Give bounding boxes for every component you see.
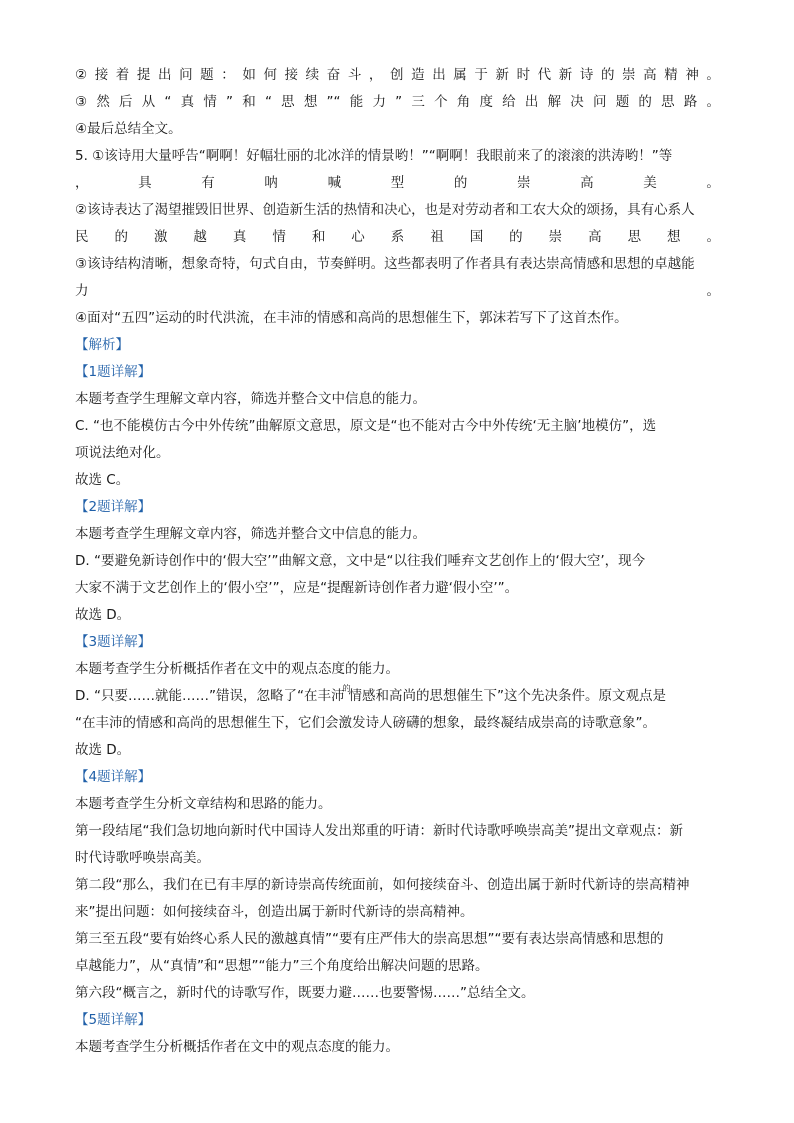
q5-answer-line bbox=[75, 278, 720, 305]
justified-char: 题 bbox=[615, 94, 630, 110]
justified-char: 题 bbox=[200, 67, 214, 83]
justified-char: 属 bbox=[453, 67, 467, 83]
justified-char: 创 bbox=[390, 67, 404, 83]
justified-char: 激 bbox=[153, 229, 168, 245]
analysis-text: D. “只要……就能……”错误，忽略了“在丰沛 bbox=[75, 688, 345, 704]
document-content bbox=[75, 62, 720, 1061]
justified-char: 。 bbox=[706, 229, 720, 245]
justified-char: 从 bbox=[141, 94, 156, 110]
q5-answer-line: ④面对“五四”运动的时代洪流，在丰沛的情感和高尚的思想催生下，郭沫若写下了这首杰作。 bbox=[75, 310, 628, 326]
justified-char: 崇 bbox=[548, 229, 563, 245]
justified-char: 思 bbox=[281, 94, 295, 110]
justified-char: 角 bbox=[456, 94, 471, 110]
justified-char: 思 bbox=[627, 229, 642, 245]
analysis-line: 时代诗歌呼唤崇高美。 bbox=[75, 850, 210, 866]
justified-char: 个 bbox=[434, 94, 448, 110]
q2-heading: 【2题详解】 bbox=[75, 499, 152, 515]
justified-char: 能 bbox=[349, 94, 364, 110]
justified-char: 三 bbox=[411, 94, 425, 110]
analysis-line: 卓越能力”，从“真情”和“思想”“能力”三个角度给出解决问题的思路。 bbox=[75, 958, 489, 974]
justified-char: 高 bbox=[643, 67, 657, 83]
justified-char: 越 bbox=[193, 229, 207, 245]
q5-answer-line: ②该诗表达了渴望摧毁旧世界、创造新生活的热情和决心，也是对劳动者和工农大众的颂扬，具有心系人 bbox=[75, 202, 695, 218]
justified-char: 解 bbox=[547, 94, 562, 110]
justified-char: 接 bbox=[94, 67, 109, 83]
answer-point-3 bbox=[75, 89, 720, 116]
analysis-line: D. “要避免新诗创作中的‘假大空’”曲解文意，文中是“以往我们唾弃文艺创作上的‘假大空’，现今 bbox=[75, 553, 646, 569]
justified-char: 代 bbox=[537, 67, 552, 83]
analysis-line: 大家不满于文艺创作上的‘假小空’”，应是“提醒新诗创作者力避‘假小空’”。 bbox=[75, 580, 519, 596]
q4-heading: 【4题详解】 bbox=[75, 769, 152, 785]
justified-char: ”“ bbox=[326, 94, 341, 110]
q3-heading: 【3题详解】 bbox=[75, 634, 152, 650]
justified-char: ② bbox=[75, 67, 88, 83]
justified-char: 情 bbox=[272, 229, 286, 245]
justified-char: 有 bbox=[201, 175, 215, 191]
justified-char: ” bbox=[226, 94, 234, 110]
justified-char: 问 bbox=[592, 94, 607, 110]
justified-char: 心 bbox=[351, 229, 365, 245]
justified-char: 斗 bbox=[347, 67, 362, 83]
justified-char: 精 bbox=[664, 67, 678, 83]
justified-char: 奋 bbox=[326, 67, 341, 83]
justified-char: 续 bbox=[305, 67, 320, 83]
justified-char: 于 bbox=[474, 67, 488, 83]
justified-char: 思 bbox=[661, 94, 675, 110]
justified-char: 呐 bbox=[264, 175, 278, 191]
justified-char: 提 bbox=[136, 67, 151, 83]
justified-char: 。 bbox=[706, 175, 720, 191]
q5-answer-line: 5. ①该诗用大量呼告“啊啊！好幅壮丽的北冰洋的情景哟！”“啊啊！我眼前来了的滚滚的洪涛哟！”等 bbox=[75, 148, 673, 164]
justified-char: 的 bbox=[114, 229, 128, 245]
analysis-text: 情感和高尚的思想催生下”这个先决条件。原文观点是 bbox=[348, 688, 666, 704]
q5-answer-line bbox=[75, 224, 720, 251]
justified-char: ， bbox=[368, 67, 383, 83]
justified-char: 的 bbox=[638, 94, 652, 110]
justified-char: 崇 bbox=[622, 67, 636, 83]
justified-char: 国 bbox=[469, 229, 484, 245]
justified-char: 的 bbox=[600, 67, 615, 83]
justified-char: 想 bbox=[303, 94, 318, 110]
justified-char: ， bbox=[75, 175, 89, 191]
analysis-line: 项说法绝对化。 bbox=[75, 445, 170, 461]
justified-char: ” bbox=[395, 94, 403, 110]
justified-char: 型 bbox=[390, 175, 405, 191]
justified-char: “ bbox=[264, 94, 272, 110]
analysis-line: 第三至五段“要有始终心系人民的激越真情”“要有庄严伟大的崇高思想”“要有表达崇高情感和思想的 bbox=[75, 931, 664, 947]
justified-char: 。 bbox=[706, 94, 720, 110]
analysis-line: 本题考查学生分析概括作者在文中的观点态度的能力。 bbox=[75, 1039, 399, 1055]
analysis-heading: 【解析】 bbox=[75, 337, 129, 353]
justified-char: 高 bbox=[580, 175, 594, 191]
justified-char: 喊 bbox=[327, 175, 342, 191]
justified-char: 给 bbox=[502, 94, 516, 110]
justified-char: 具 bbox=[138, 175, 152, 191]
justified-char: 问 bbox=[179, 67, 193, 83]
justified-char: 何 bbox=[263, 67, 277, 83]
justified-char: 崇 bbox=[516, 175, 531, 191]
justified-char: 新 bbox=[558, 67, 573, 83]
justified-char: 。 bbox=[706, 283, 720, 299]
justified-char: 的 bbox=[509, 229, 523, 245]
justified-char: 造 bbox=[411, 67, 425, 83]
justified-char: 新 bbox=[495, 67, 509, 83]
analysis-line: C. “也不能模仿古今中外传统”曲解原文意思，原文是“也不能对古今中外传统‘无主脑’地模仿”，选 bbox=[75, 418, 657, 434]
justified-char: 决 bbox=[570, 94, 584, 110]
analysis-line: 本题考查学生分析概括作者在文中的观点态度的能力。 bbox=[75, 661, 399, 677]
justified-char: 。 bbox=[706, 67, 720, 83]
justified-char: 真 bbox=[180, 94, 195, 110]
justified-char: 时 bbox=[516, 67, 531, 83]
analysis-line: 故选 D。 bbox=[75, 742, 131, 758]
analysis-line: 本题考查学生理解文章内容，筛选并整合文中信息的能力。 bbox=[75, 391, 426, 407]
q1-heading: 【1题详解】 bbox=[75, 364, 152, 380]
superscript-char: 的 bbox=[342, 684, 351, 693]
justified-char: 出 bbox=[524, 94, 539, 110]
justified-char: 真 bbox=[232, 229, 247, 245]
justified-char: 神 bbox=[685, 67, 699, 83]
q5-answer-line bbox=[75, 170, 720, 197]
justified-char: 系 bbox=[390, 229, 405, 245]
justified-char: 出 bbox=[157, 67, 172, 83]
justified-char: 力 bbox=[75, 283, 89, 299]
analysis-line: “在丰沛的情感和高尚的思想催生下，它们会激发诗人磅礴的想象，最终凝结成崇高的诗歌意象”。 bbox=[75, 715, 656, 731]
justified-char: 着 bbox=[115, 67, 130, 83]
analysis-line bbox=[75, 683, 720, 710]
justified-char: 美 bbox=[643, 175, 657, 191]
analysis-line: 本题考查学生理解文章内容，筛选并整合文中信息的能力。 bbox=[75, 526, 426, 542]
justified-char: ③ bbox=[75, 94, 88, 110]
justified-char: 祖 bbox=[430, 229, 444, 245]
justified-char: 力 bbox=[372, 94, 386, 110]
justified-char: 后 bbox=[119, 94, 133, 110]
justified-char: 接 bbox=[284, 67, 299, 83]
q5-answer-line: ③该诗结构清晰，想象奇特，句式自由，节奏鲜明。这些都表明了作者具有表达崇高情感和思想的卓越能 bbox=[75, 256, 695, 272]
q5-heading: 【5题详解】 bbox=[75, 1012, 152, 1028]
justified-char: 和 bbox=[311, 229, 326, 245]
analysis-line: 故选 C。 bbox=[75, 472, 130, 488]
justified-char: 民 bbox=[75, 229, 89, 245]
analysis-line: 故选 D。 bbox=[75, 607, 131, 623]
answer-point-4: ④最后总结全文。 bbox=[75, 121, 182, 137]
analysis-line: 本题考查学生分析文章结构和思路的能力。 bbox=[75, 796, 332, 812]
analysis-line: 第二段“那么，我们在已有丰厚的新诗崇高传统面前，如何接续奋斗、创造出属于新时代新诗的崇高精神 bbox=[75, 877, 690, 893]
analysis-line: 第一段结尾“我们急切地向新时代中国诗人发出郑重的吁请：新时代诗歌呼唤崇高美”提出文章观点：新 bbox=[75, 823, 683, 839]
justified-char: ： bbox=[221, 67, 235, 83]
analysis-line: 来”提出问题：如何接续奋斗，创造出属于新时代新诗的崇高精神。 bbox=[75, 904, 474, 920]
justified-char: “ bbox=[164, 94, 172, 110]
justified-char: 如 bbox=[242, 67, 256, 83]
justified-char: 和 bbox=[242, 94, 256, 110]
justified-char: 路 bbox=[683, 94, 698, 110]
justified-char: 情 bbox=[203, 94, 217, 110]
answer-point-2 bbox=[75, 62, 720, 89]
analysis-line: 第六段“概言之，新时代的诗歌写作，既要力避……也要警惕……”总结全文。 bbox=[75, 985, 535, 1001]
justified-char: 高 bbox=[588, 229, 602, 245]
justified-char: 然 bbox=[96, 94, 110, 110]
justified-char: 诗 bbox=[579, 67, 594, 83]
justified-char: 的 bbox=[453, 175, 468, 191]
justified-char: 度 bbox=[479, 94, 493, 110]
justified-char: 出 bbox=[432, 67, 446, 83]
justified-char: 想 bbox=[667, 229, 681, 245]
